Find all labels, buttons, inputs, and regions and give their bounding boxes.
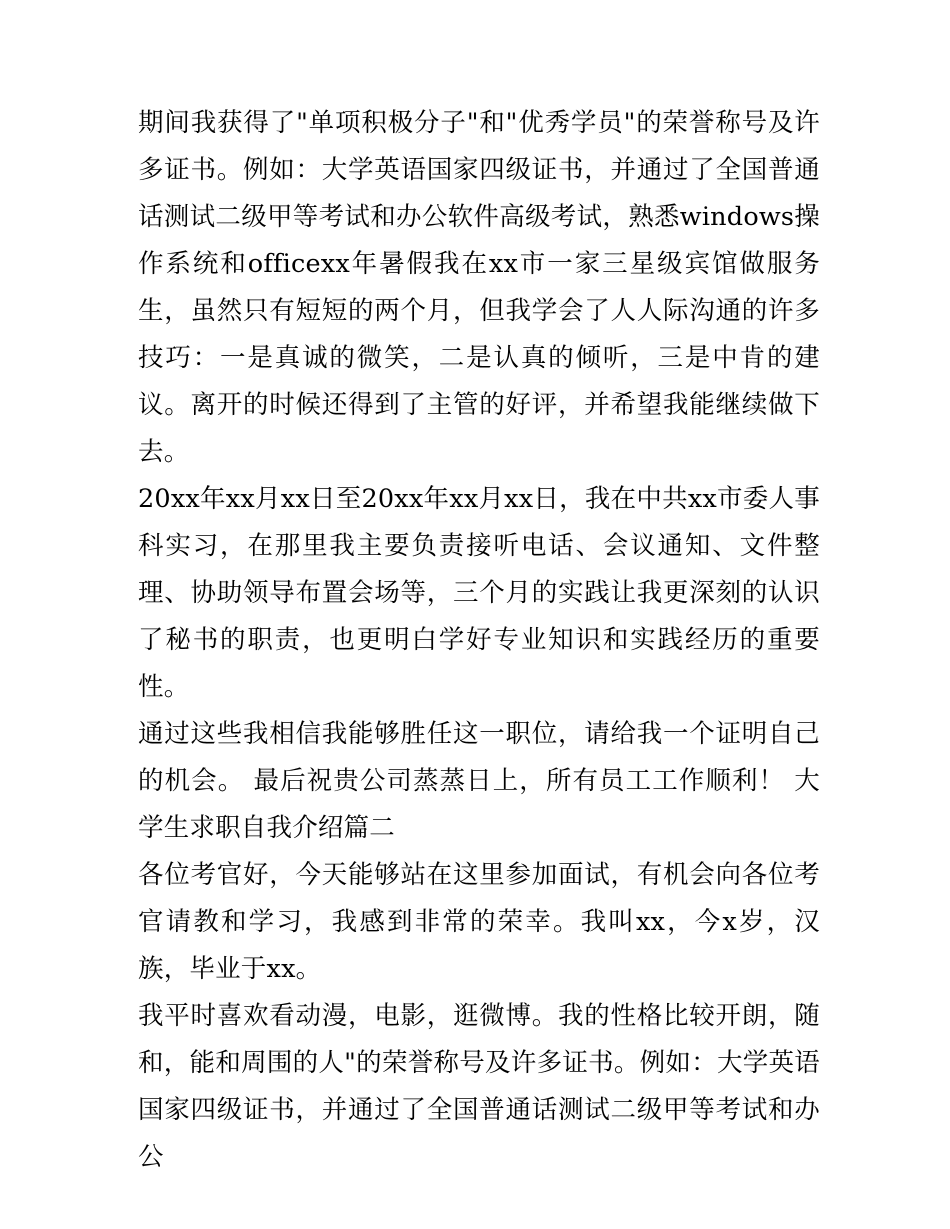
paragraph-2: 20xx年xx月xx日至20xx年xx月xx日，我在中共xx市委人事科实习，在那里我主要负责接听电话、会议通知、文件整理、协助领导布置会场等，三个月的实践让我更深刻的认识了秘书的职责，也更明白学好专业知识和实践经历的重要性。	[138, 484, 820, 702]
paragraph-3: 通过这些我相信我能够胜任这一职位，请给我一个证明自己的机会。 最后祝贵公司蒸蒸日上，所有员工工作顺利！ 大学生求职自我介绍篇二	[138, 719, 820, 843]
paragraph-1: 期间我获得了"单项积极分子"和"优秀学员"的荣誉称号及许多证书。例如：大学英语国家四级证书，并通过了全国普通话测试二级甲等考试和办公软件高级考试，熟悉windows操作系统和officexx年暑假我在xx市一家三星级宾馆做服务生，虽然只有短短的两个月，但我学会了人人际沟通的许多技巧：一是真诚的微笑，二是认真的倾听，三是中肯的建议。离开的时候还得到了主管的好评，并希望我能继续做下去。	[138, 108, 820, 467]
paragraph-4: 各位考官好，今天能够站在这里参加面试，有机会向各位考官请教和学习，我感到非常的荣幸。我叫xx，今x岁，汉族，毕业于xx。	[138, 860, 820, 984]
paragraph-5: 我平时喜欢看动漫，电影，逛微博。我的性格比较开朗，随和，能和周围的人"的荣誉称号及许多证书。例如：大学英语国家四级证书，并通过了全国普通话测试二级甲等考试和办公	[138, 1001, 820, 1172]
document-body	[138, 100, 820, 1181]
